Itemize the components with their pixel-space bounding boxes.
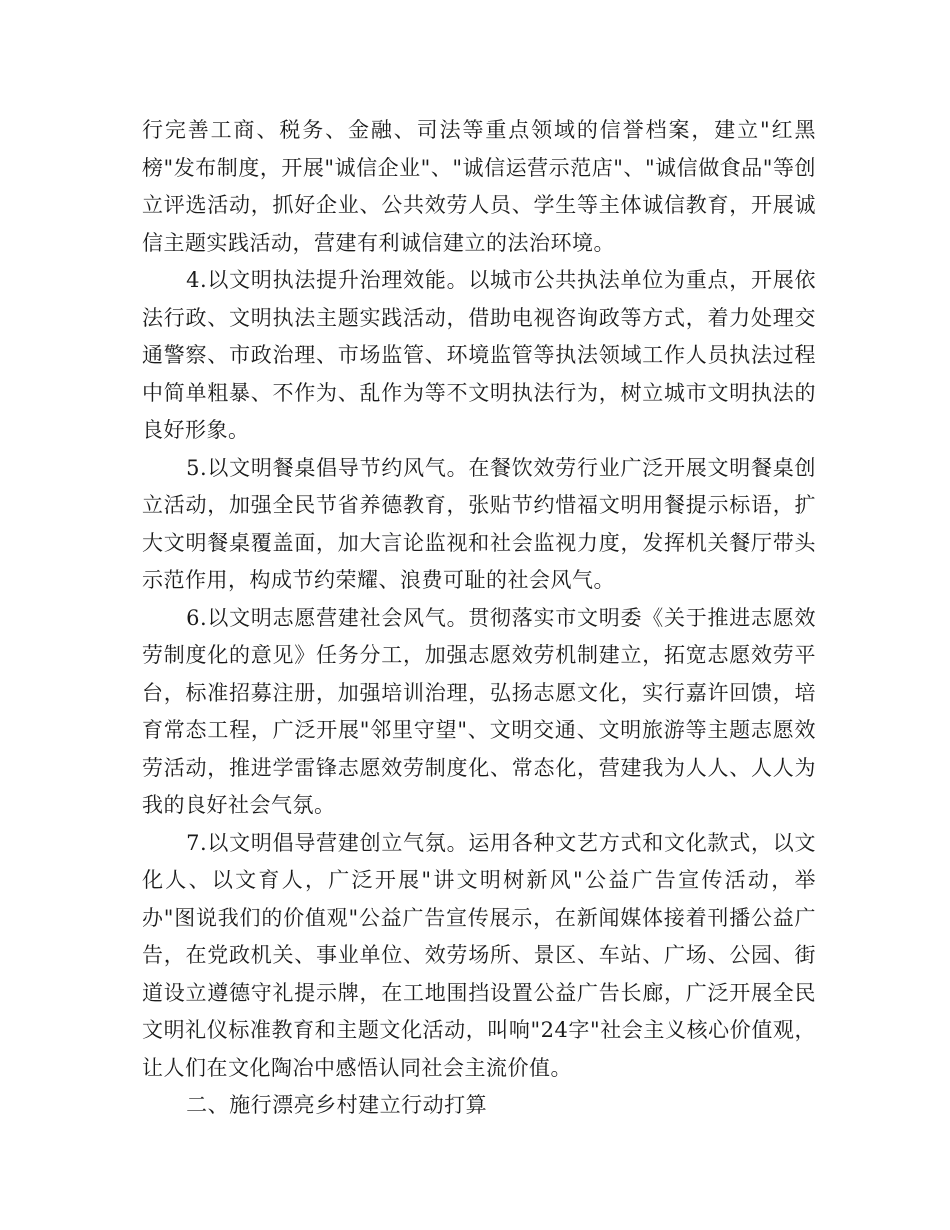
document-body bbox=[142, 112, 816, 1125]
paragraph-item-5: 5.以文明餐桌倡导节约风气。在餐饮效劳行业广泛开展文明餐桌创立活动，加强全民节省养德教育，张贴节约惜福文明用餐提示标语，扩大文明餐桌覆盖面，加大言论监视和社会监视力度，发挥机关餐厅带头示范作用，构成节约荣耀、浪费可耻的社会风气。 bbox=[142, 455, 816, 592]
paragraph-item-6: 6.以文明志愿营建社会风气。贯彻落实市文明委《关于推进志愿效劳制度化的意见》任务分工，加强志愿效劳机制建立，拓宽志愿效劳平台，标准招募注册，加强培训治理，弘扬志愿文化，实行嘉许回馈，培育常态工程，广泛开展"邻里守望"、文明交通、文明旅游等主题志愿效劳活动，推进学雷锋志愿效劳制度化、常态化，营建我为人人、人人为我的良好社会气氛。 bbox=[142, 605, 816, 817]
paragraph-item-4: 4.以文明执法提升治理效能。以城市公共执法单位为重点，开展依法行政、文明执法主题实践活动，借助电视咨询政等方式，着力处理交通警察、市政治理、市场监管、环境监管等执法领域工作人员执法过程中简单粗暴、不作为、乱作为等不文明执法行为，树立城市文明执法的良好形象。 bbox=[142, 268, 816, 442]
paragraph-credit-continued: 行完善工商、税务、金融、司法等重点领域的信誉档案，建立"红黑榜"发布制度，开展"诚信企业"、"诚信运营示范店"、"诚信做食品"等创立评选活动，抓好企业、公共效劳人员、学生等主体诚信教育，开展诚信主题实践活动，营建有利诚信建立的法治环境。 bbox=[142, 118, 816, 255]
section-heading: 二、施行漂亮乡村建立行动打算 bbox=[186, 1093, 488, 1117]
paragraph-item-7: 7.以文明倡导营建创立气氛。运用各种文艺方式和文化款式，以文化人、以文育人，广泛开展"讲文明树新风"公益广告宣传活动，举办"图说我们的价值观"公益广告宣传展示，在新闻媒体接着刊播公益广告，在党政机关、事业单位、效劳场所、景区、车站、广场、公园、街道设立遵德守礼提示牌，在工地围挡设置公益广告长廊，广泛开展全民文明礼仪标准教育和主题文化活动，叫响"24字"社会主义核心价值观，让人们在文化陶冶中感悟认同社会主流价值。 bbox=[142, 830, 816, 1080]
